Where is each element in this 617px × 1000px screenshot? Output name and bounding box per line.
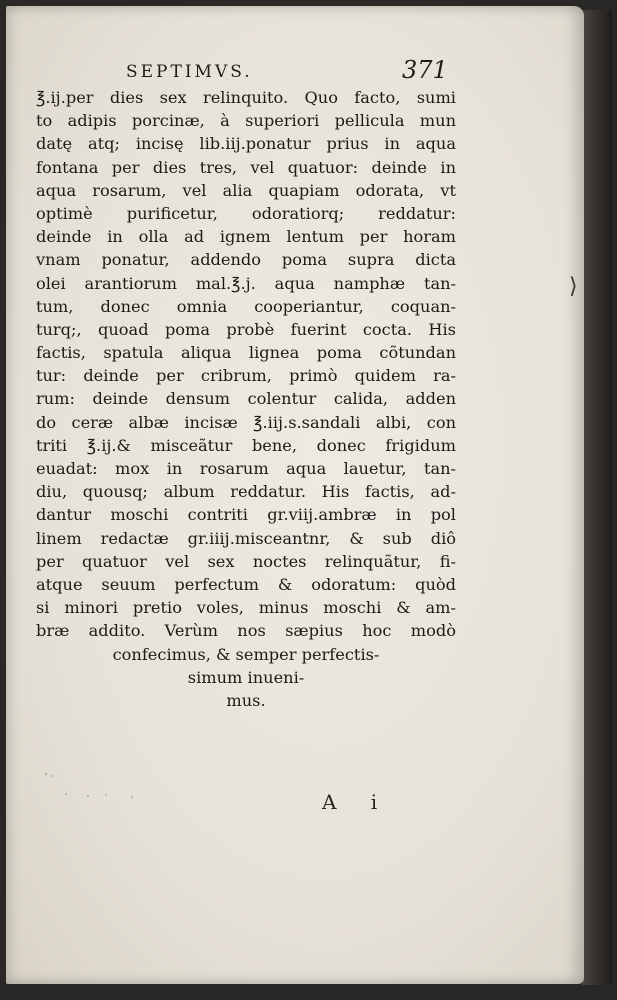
text-line: ℥.ij.per dies sex relinquito. Quo facto, sumi [36,88,456,107]
page-number: 371 [402,56,448,84]
text-line: atque seuum perfectum & odoratum: quòd [36,574,456,594]
text-line: to adipis porcinæ, à superiori pellicula mun [36,111,456,131]
running-head: SEPTIMVS. [126,62,253,82]
text-line: datę atq; incisę lib.iij.ponatur prius in aqua [36,134,456,154]
text-line: dantur moschi contriti gr.viij.ambræ in pol [36,505,456,525]
text-line: vnam ponatur, addendo poma supra dicta [36,250,456,270]
margin-mark-icon: ⟩ [569,274,578,299]
text-line: do ceræ albæ incisæ ℥.iij.s.sandali albi, con [36,412,456,432]
ink-smudge [36,766,176,806]
text-line: si minori pretio voles, minus moschi & am- [36,598,456,618]
text-line: optimè purificetur, odoratiorq; reddatur: [36,203,456,223]
text-line: euadat: mox in rosarum aqua lauetur, tan- [36,459,456,478]
text-line: turq;, quoad poma probè fuerint cocta. His [36,319,456,339]
signature-mark: A i [322,790,392,814]
closing-line: confecimus, & semper perfectis- [112,644,380,664]
text-line: olei arantiorum mal.℥.j. aqua namphæ tan- [36,273,456,293]
text-line: rum: deinde densum colentur calida, adden [36,389,456,409]
text-line: aqua rosarum, vel alia quapiam odorata, vt [36,180,456,200]
page-header [30,56,470,90]
text-line: tur: deinde per cribrum, primò quidem ra- [36,366,456,386]
text-line: fontana per dies tres, vel quatuor: deinde in [36,157,456,177]
text-line: linem redactæ gr.iiij.misceantnr, & sub diô [36,528,456,548]
closing-line: mus. [226,690,266,710]
page-edge-shadow [582,10,612,985]
text-line: diu, quousq; album reddatur. His factis, ad- [36,482,456,502]
text-line: tum, donec omnia cooperiantur, coquan- [36,296,456,316]
body-text [36,86,456,712]
text-line: triti ℥.ij.& misceãtur bene, donec frigidum [36,435,456,455]
closing-line: simum inueni- [187,667,305,687]
text-line: bræ addito. Verùm nos sæpius hoc modò [36,621,456,641]
text-line: factis, spatula aliqua lignea poma cõtundan [36,343,456,363]
text-line: deinde in olla ad ignem lentum per horam [36,227,456,247]
text-line: per quatuor vel sex noctes relinquãtur, fi- [36,551,456,571]
